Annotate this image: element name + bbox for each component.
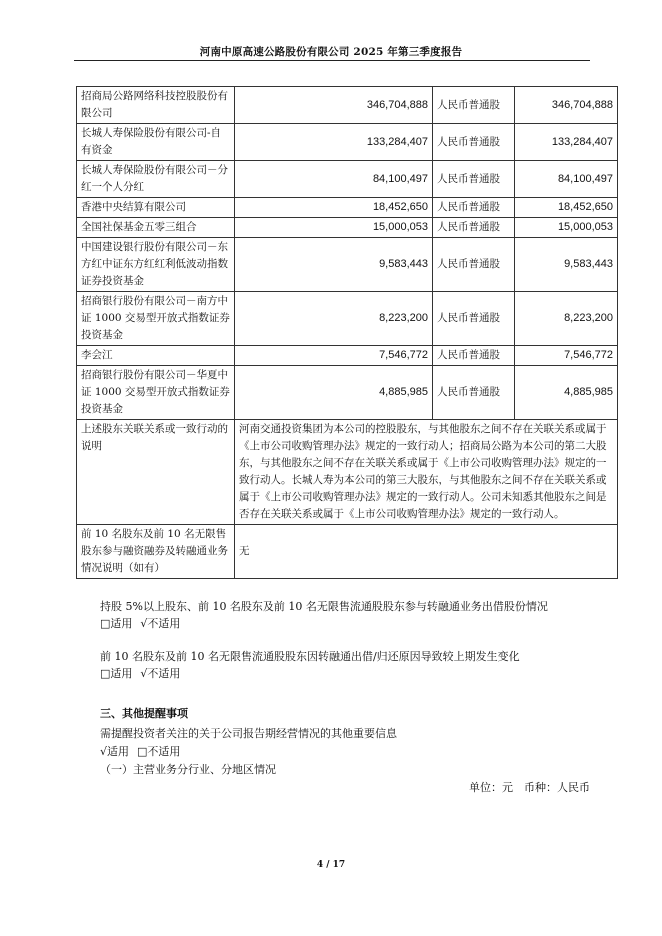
shareholder-name: 招商银行股份有限公司－南方中证 1000 交易型开放式指数证券投资基金 [77,292,235,346]
type-count: 9,583,443 [515,238,618,292]
type-count: 15,000,053 [515,218,618,238]
share-count: 15,000,053 [235,218,433,238]
table-row [77,238,618,292]
margin-label: 前 10 名股东及前 10 名无限售股东参与融资融券及转融通业务情况说明（如有） [77,525,235,579]
lending-title: 持股 5%以上股东、前 10 名股东及前 10 名无限售流通股股东参与转融通业务出借股份情况 [100,600,548,613]
share-count: 18,452,650 [235,198,433,218]
section3-not-applicable: □不适用 [137,745,181,758]
section3-heading: 三、其他提醒事项 [100,707,188,720]
shareholder-name: 全国社保基金五零三组合 [77,218,235,238]
change-not-applicable: √不适用 [140,667,181,680]
share-type: 人民币普通股 [433,292,515,346]
share-type: 人民币普通股 [433,218,515,238]
share-count: 7,546,772 [235,346,433,366]
type-count: 4,885,985 [515,366,618,420]
table-row [77,87,618,124]
margin-text: 无 [235,525,618,579]
type-count: 133,284,407 [515,124,618,161]
lending-not-applicable: √不适用 [140,617,181,630]
share-count: 84,100,497 [235,161,433,198]
table-row [77,218,618,238]
change-options [100,665,180,681]
shareholder-name: 长城人寿保险股份有限公司－分红一个人分红 [77,161,235,198]
share-count: 4,885,985 [235,366,433,420]
table-row [77,124,618,161]
section3-options [100,743,180,759]
share-type: 人民币普通股 [433,238,515,292]
table-row [77,161,618,198]
report-header: 河南中原高速公路股份有限公司 2025 年第三季度报告 [199,46,463,58]
lending-options [100,615,180,631]
lending-applicable: □适用 [100,617,133,630]
share-type: 人民币普通股 [433,366,515,420]
type-count: 7,546,772 [515,346,618,366]
table-row [77,198,618,218]
section3-applicable: √适用 [100,745,130,758]
share-type: 人民币普通股 [433,124,515,161]
header-divider [74,60,590,61]
relation-row [77,420,618,525]
relation-label: 上述股东关联关系或一致行动的说明 [77,420,235,525]
share-count: 346,704,888 [235,87,433,124]
shareholder-name: 中国建设银行股份有限公司－东方红中证东方红红利低波动指数证券投资基金 [77,238,235,292]
table-row [77,292,618,346]
shareholder-table [76,86,618,579]
change-applicable: □适用 [100,667,133,680]
shareholder-name: 香港中央结算有限公司 [77,198,235,218]
share-count: 8,223,200 [235,292,433,346]
page-number: 4 / 17 [316,860,346,870]
relation-text: 河南交通投资集团为本公司的控股股东，与其他股东之间不存在关联关系或属于《上市公司收购管理办法》规定的一致行动人；招商局公路为本公司的第二大股东，与其他股东之间不存在关联关系或属于《上市公司收购管理办法》规定的一致行动人。长城人寿为本公司的第三大股东，与其他股东之间不存在关联关系或属于《上市公司收购管理办法》规定的一致行动人。公司未知悉其他股东之间是否存在关联关系或属于《上市公司收购管理办法》规定的一致行动人。 [235,420,618,525]
change-title: 前 10 名股东及前 10 名无限售流通股股东因转融通出借/归还原因导致较上期发生变化 [100,650,520,663]
share-type: 人民币普通股 [433,161,515,198]
share-type: 人民币普通股 [433,198,515,218]
shareholder-name: 李会江 [77,346,235,366]
share-type: 人民币普通股 [433,346,515,366]
shareholder-name: 招商局公路网络科技控股股份有限公司 [77,87,235,124]
type-count: 18,452,650 [515,198,618,218]
share-count: 133,284,407 [235,124,433,161]
margin-row [77,525,618,579]
type-count: 84,100,497 [515,161,618,198]
unit-label: 单位：元 币种：人民币 [469,781,590,794]
shareholder-name: 招商银行股份有限公司－华夏中证 1000 交易型开放式指数证券投资基金 [77,366,235,420]
table-row [77,366,618,420]
table-row [77,346,618,366]
share-type: 人民币普通股 [433,87,515,124]
section3-note: 需提醒投资者关注的关于公司报告期经营情况的其他重要信息 [100,727,397,740]
type-count: 8,223,200 [515,292,618,346]
type-count: 346,704,888 [515,87,618,124]
section3-sub: （一）主营业务分行业、分地区情况 [100,763,276,776]
share-count: 9,583,443 [235,238,433,292]
shareholder-name: 长城人寿保险股份有限公司-自有资金 [77,124,235,161]
